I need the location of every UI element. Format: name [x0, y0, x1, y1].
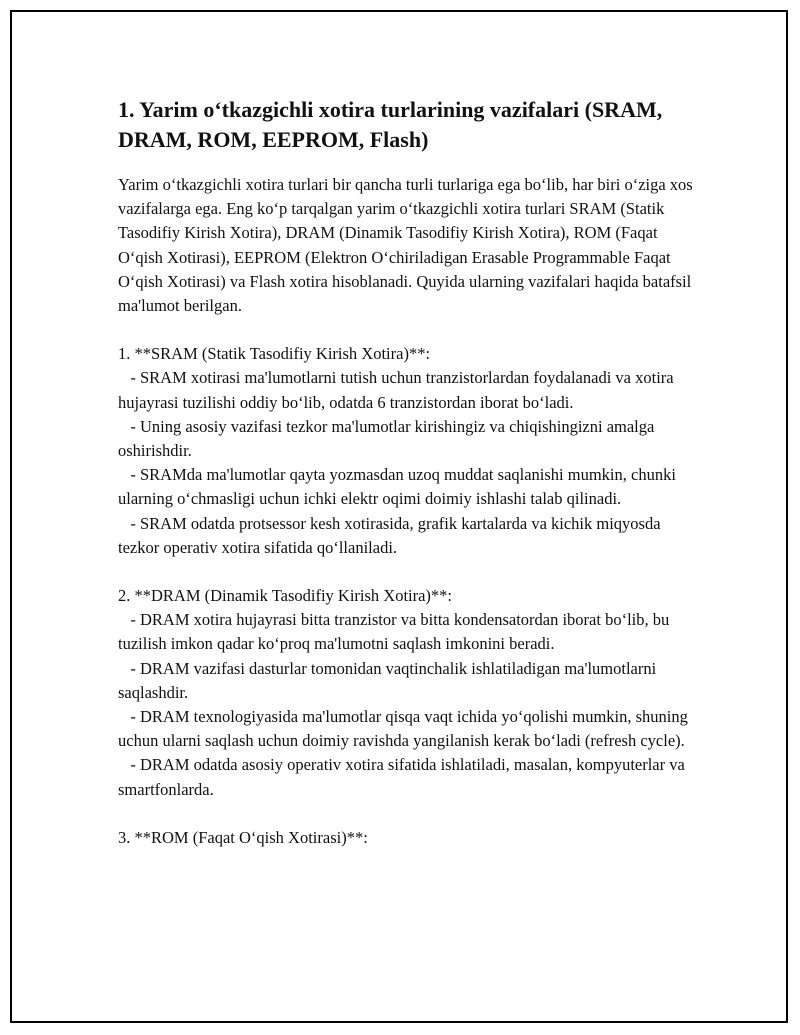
bullet-item: - SRAM odatda protsessor kesh xotirasida, grafik kartalarda va kichik miqyosda tezkor operativ xotira sifatida qoʻllaniladi.: [118, 513, 665, 557]
section-title: 3. **ROM (Faqat Oʻqish Xotirasi)**:: [118, 827, 368, 847]
section-sram: [118, 342, 698, 560]
section-title: 1. **SRAM (Statik Tasodifiy Kirish Xotira)**:: [118, 344, 431, 364]
bullet-item: - Uning asosiy vazifasi tezkor ma'lumotlar kirishingiz va chiqishingizni amalga oshirishdir.: [118, 416, 659, 461]
bullet-item: - DRAM texnologiyasida ma'lumotlar qisqa vaqt ichida yoʻqolishi mumkin, shuning uchun ularni saqlash uchun doimiy ravishda yangilanish kerak boʻladi (refresh cycle).: [118, 707, 692, 751]
section-title: 2. **DRAM (Dinamik Tasodifiy Kirish Xotira)**:: [118, 586, 453, 606]
document-content: [118, 95, 698, 850]
bullet-item: - SRAMda ma'lumotlar qayta yozmasdan uzoq muddat saqlanishi mumkin, chunki ularning oʻchmasligi uchun ichki elektr oqimi doimiy ishlashi talab qilinadi.: [118, 465, 681, 509]
bullet-item: - DRAM odatda asosiy operativ xotira sifatida ishlatiladi, masalan, kompyuterlar va smartfonlarda.: [118, 755, 689, 799]
bullet-item: - DRAM vazifasi dasturlar tomonidan vaqtinchalik ishlatiladigan ma'lumotlarni saqlashdir.: [118, 658, 661, 702]
section-rom: [118, 826, 698, 850]
section-heading: 1. Yarim oʻtkazgichli xotira turlarining vazifalari (SRAM, DRAM, ROM, EEPROM, Flash): [118, 97, 663, 152]
intro-paragraph: Yarim oʻtkazgichli xotira turlari bir qancha turli turlariga ega boʻlib, har biri oʻziga xos vazifalarga ega. Eng koʻp tarqalgan yarim oʻtkazgichli xotira turlari SRAM (Statik Tasodifiy Kirish Xotira), DRAM (Dinamik Tasodifiy Kirish Xotira), ROM (Faqat Oʻqish Xotirasi), EEPROM (Elektron Oʻchiriladigan Erasable Programmable Faqat Oʻqish Xotirasi) va Flash xotira hisoblanadi. Quyida ularning vazifalari haqida batafsil ma'lumot berilgan.: [118, 175, 693, 316]
bullet-item: - DRAM xotira hujayrasi bitta tranzistor va bitta kondensatordan iborat boʻlib, bu tuzilish imkon qadar koʻproq ma'lumotni saqlash imkonini beradi.: [118, 610, 674, 654]
section-dram: [118, 584, 698, 802]
bullet-item: - SRAM xotirasi ma'lumotlarni tutish uchun tranzistorlardan foydalanadi va xotira hujayrasi tuzilishi oddiy boʻlib, odatda 6 tranzistordan iborat boʻladi.: [118, 368, 678, 412]
